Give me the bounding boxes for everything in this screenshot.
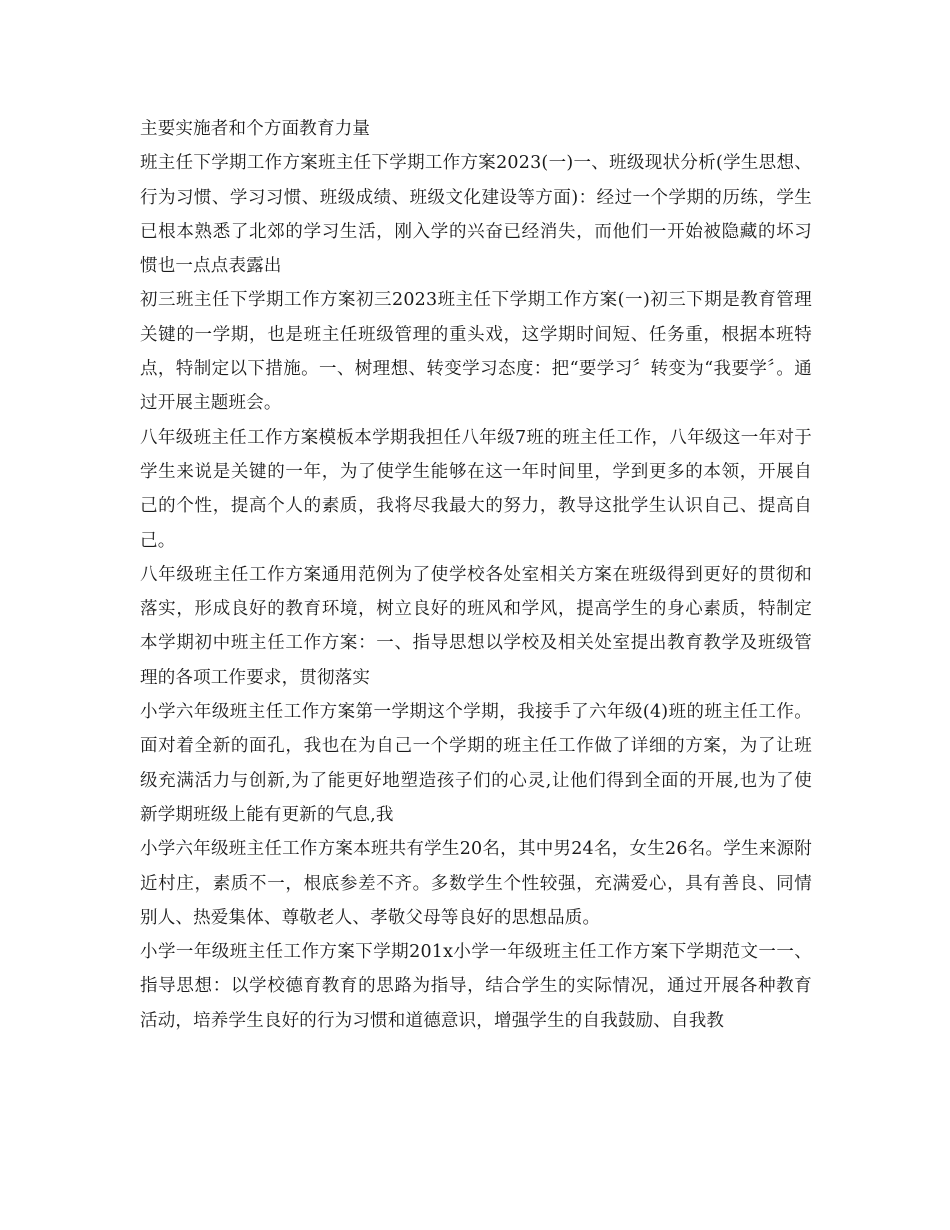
document-body: [140, 112, 812, 1038]
paragraph-7: 小学六年级班主任工作方案本班共有学生20名，其中男24名，女生26名。学生来源附近村庄，素质不一，根底参差不齐。多数学生个性较强，充满爱心，具有善良、同情别人、热爱集体、尊敬老人、孝敬父母等良好的思想品质。: [140, 839, 812, 928]
paragraph-5: 八年级班主任工作方案通用范例为了使学校各处室相关方案在班级得到更好的贯彻和落实，形成良好的教育环境，树立良好的班风和学风，提高学生的身心素质，特制定本学期初中班主任工作方案：一、指导思想以学校及相关处室提出教育教学及班级管理的各项工作要求，贯彻落实: [140, 564, 812, 688]
paragraph-4: 八年级班主任工作方案模板本学期我担任八年级7班的班主任工作，八年级这一年对于学生来说是关键的一年，为了使学生能够在这一年时间里，学到更多的本领，开展自己的个性，提高个人的素质，我将尽我最大的努力，教导这批学生认识自己、提高自己。: [140, 427, 812, 551]
paragraph-6: 小学六年级班主任工作方案第一学期这个学期，我接手了六年级(4)班的班主任工作。面对着全新的面孔，我也在为自己一个学期的班主任工作做了详细的方案，为了让班级充满活力与创新,为了能更好地塑造孩子们的心灵,让他们得到全面的开展,也为了使新学期班级上能有更新的气息,我: [140, 702, 812, 825]
paragraph-8: 小学一年级班主任工作方案下学期201x小学一年级班主任工作方案下学期范文一一、指导思想：以学校德育教育的思路为指导，结合学生的实际情况，通过开展各种教育活动，培养学生良好的行为习惯和道德意识，增强学生的自我鼓励、自我教: [140, 942, 812, 1031]
paragraph-1: 主要实施者和个方面教育力量: [140, 119, 371, 139]
paragraph-3: 初三班主任下学期工作方案初三2023班主任下学期工作方案(一)初三下期是教育管理关键的一学期，也是班主任班级管理的重头戏，这学期时间短、任务重，根据本班特点，特制定以下措施。一、树理想、转变学习态度：把“要学习〞转变为“我要学〞。通过开展主题班会。: [140, 290, 812, 414]
paragraph-2: 班主任下学期工作方案班主任下学期工作方案2023(一)一、班级现状分析(学生思想、行为习惯、学习习惯、班级成绩、班级文化建设等方面)：经过一个学期的历练，学生已根本熟悉了北郊的学习生活，刚入学的兴奋已经消失，而他们一开始被隐藏的坏习惯也一点点表露出: [140, 153, 812, 277]
